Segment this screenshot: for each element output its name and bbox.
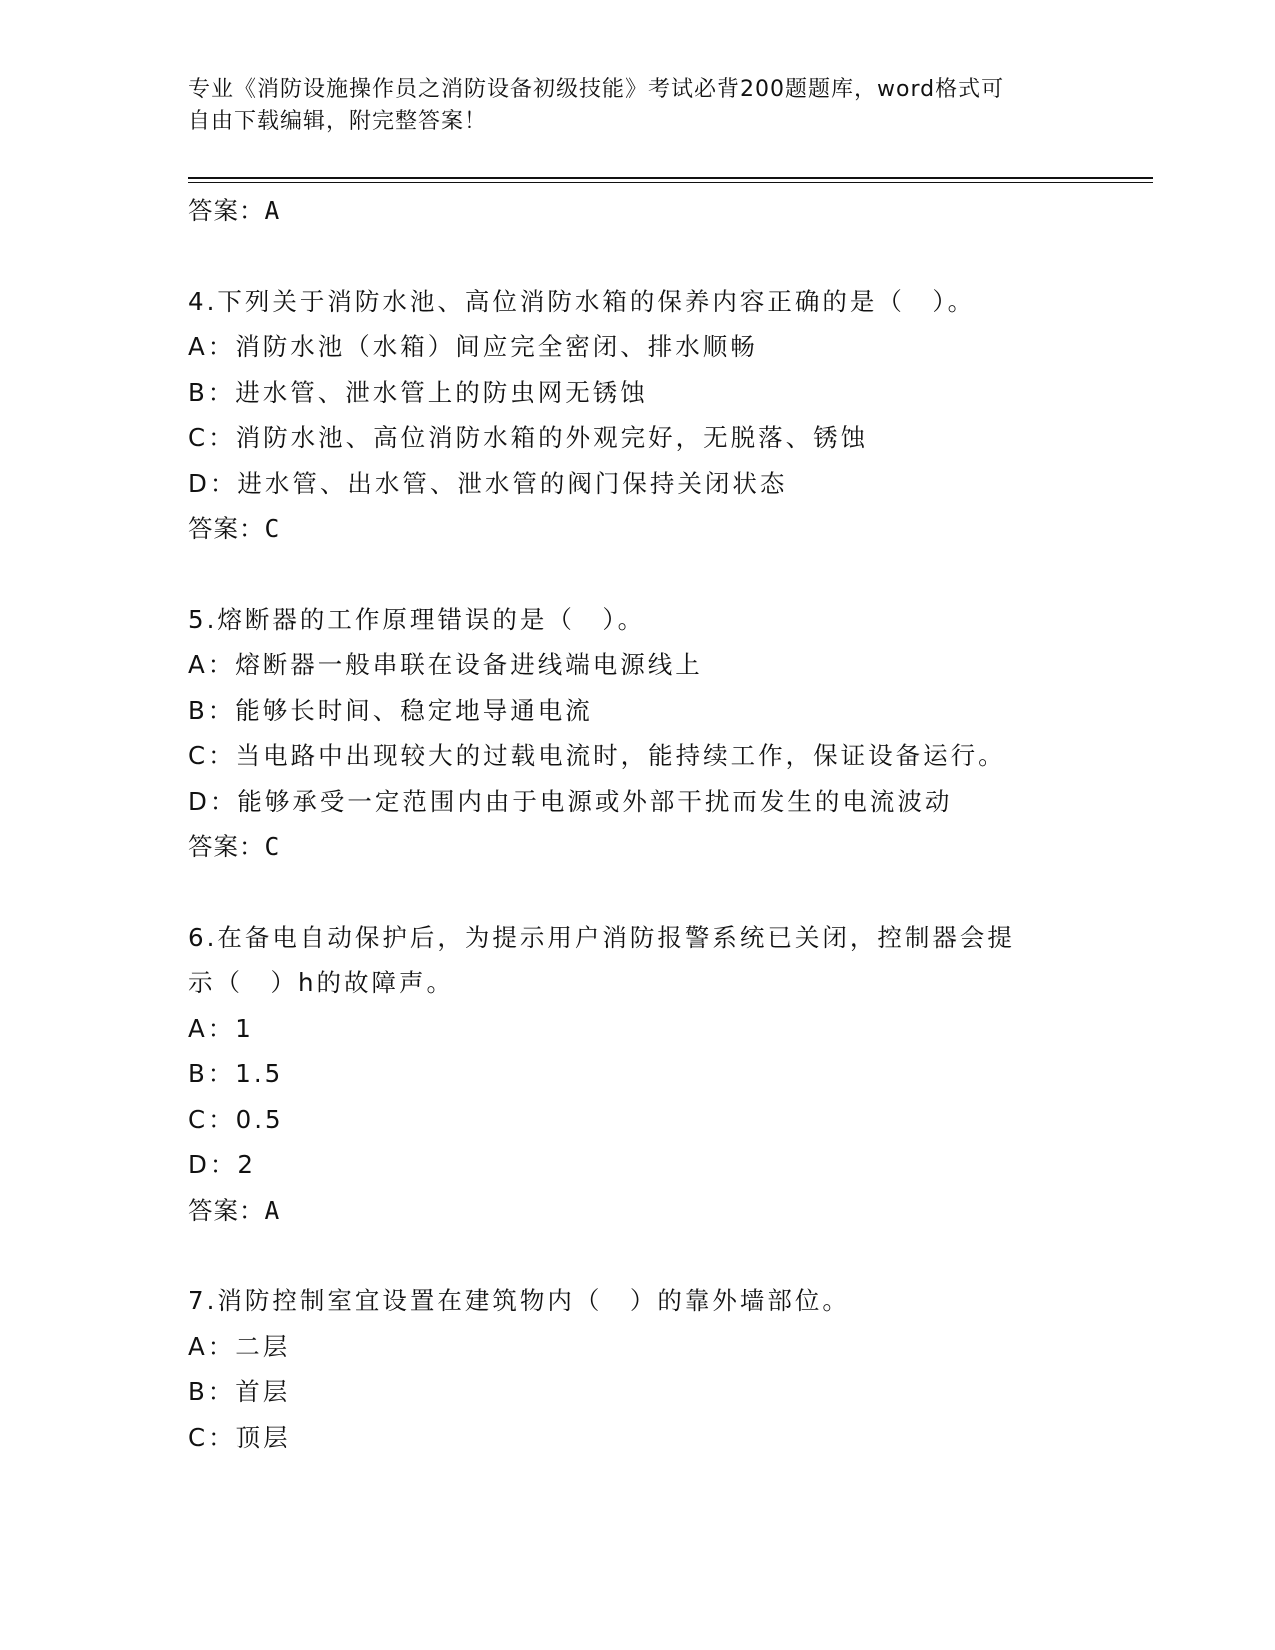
answer-label: 答案： xyxy=(188,196,265,225)
answer-line xyxy=(188,824,1153,870)
header-divider-thick xyxy=(188,177,1153,179)
option-d: D：2 xyxy=(188,1150,256,1179)
option-a: A：1 xyxy=(188,1013,254,1043)
question-stem: 5.熔断器的工作原理错误的是（ ）。 xyxy=(188,604,646,634)
option-a: A：消防水池（水箱）间应完全密闭、排水顺畅 xyxy=(188,332,758,361)
option-b: B：1.5 xyxy=(188,1059,284,1088)
question-stem: 7.消防控制室宜设置在建筑物内（ ）的靠外墙部位。 xyxy=(188,1286,850,1315)
answer-label: 答案： xyxy=(188,1195,265,1225)
answer-label: 答案： xyxy=(188,832,265,861)
option-c: C：当电路中出现较大的过载电流时，能持续工作，保证设备运行。 xyxy=(188,741,1006,770)
option-b: B：首层 xyxy=(188,1377,291,1406)
answer-line xyxy=(188,506,1153,552)
option-c: C：0.5 xyxy=(188,1104,284,1134)
question-stem: 4.下列关于消防水池、高位消防水箱的保养内容正确的是（ ）。 xyxy=(188,286,976,316)
question-block xyxy=(188,597,1153,870)
question-block xyxy=(188,1278,1153,1460)
answer-label: 答案： xyxy=(188,514,265,543)
answer-line xyxy=(188,1188,1153,1234)
option-a: A：二层 xyxy=(188,1331,291,1361)
question-block xyxy=(188,279,1153,552)
option-d: D：进水管、出水管、泄水管的阀门保持关闭状态 xyxy=(188,468,788,498)
answer-value: A xyxy=(264,1195,281,1225)
header-divider-thin xyxy=(188,182,1153,183)
question-stem-continued: 示（ ）h的故障声。 xyxy=(188,968,455,997)
option-b: B：进水管、泄水管上的防虫网无锈蚀 xyxy=(188,377,648,407)
option-c: C：顶层 xyxy=(188,1422,291,1452)
option-c: C：消防水池、高位消防水箱的外观完好，无脱落、锈蚀 xyxy=(188,423,869,452)
answer-value: A xyxy=(264,196,281,225)
answer-line xyxy=(188,188,1153,234)
document-header xyxy=(188,74,1088,138)
header-line-2: 自由下载编辑，附完整答案！ xyxy=(188,109,488,134)
header-line-1: 专业《消防设施操作员之消防设备初级技能》考试必背200题题库，word格式可 xyxy=(188,77,1005,102)
question-block xyxy=(188,915,1153,1234)
option-d: D：能够承受一定范围内由于电源或外部干扰而发生的电流波动 xyxy=(188,786,953,816)
answer-value: C xyxy=(264,832,281,861)
answer-value: C xyxy=(264,514,281,543)
option-a: A：熔断器一般串联在设备进线端电源线上 xyxy=(188,650,703,679)
option-b: B：能够长时间、稳定地导通电流 xyxy=(188,695,593,725)
question-stem: 6.在备电自动保护后，为提示用户消防报警系统已关闭，控制器会提 xyxy=(188,922,1015,952)
question-list xyxy=(188,188,1153,1460)
